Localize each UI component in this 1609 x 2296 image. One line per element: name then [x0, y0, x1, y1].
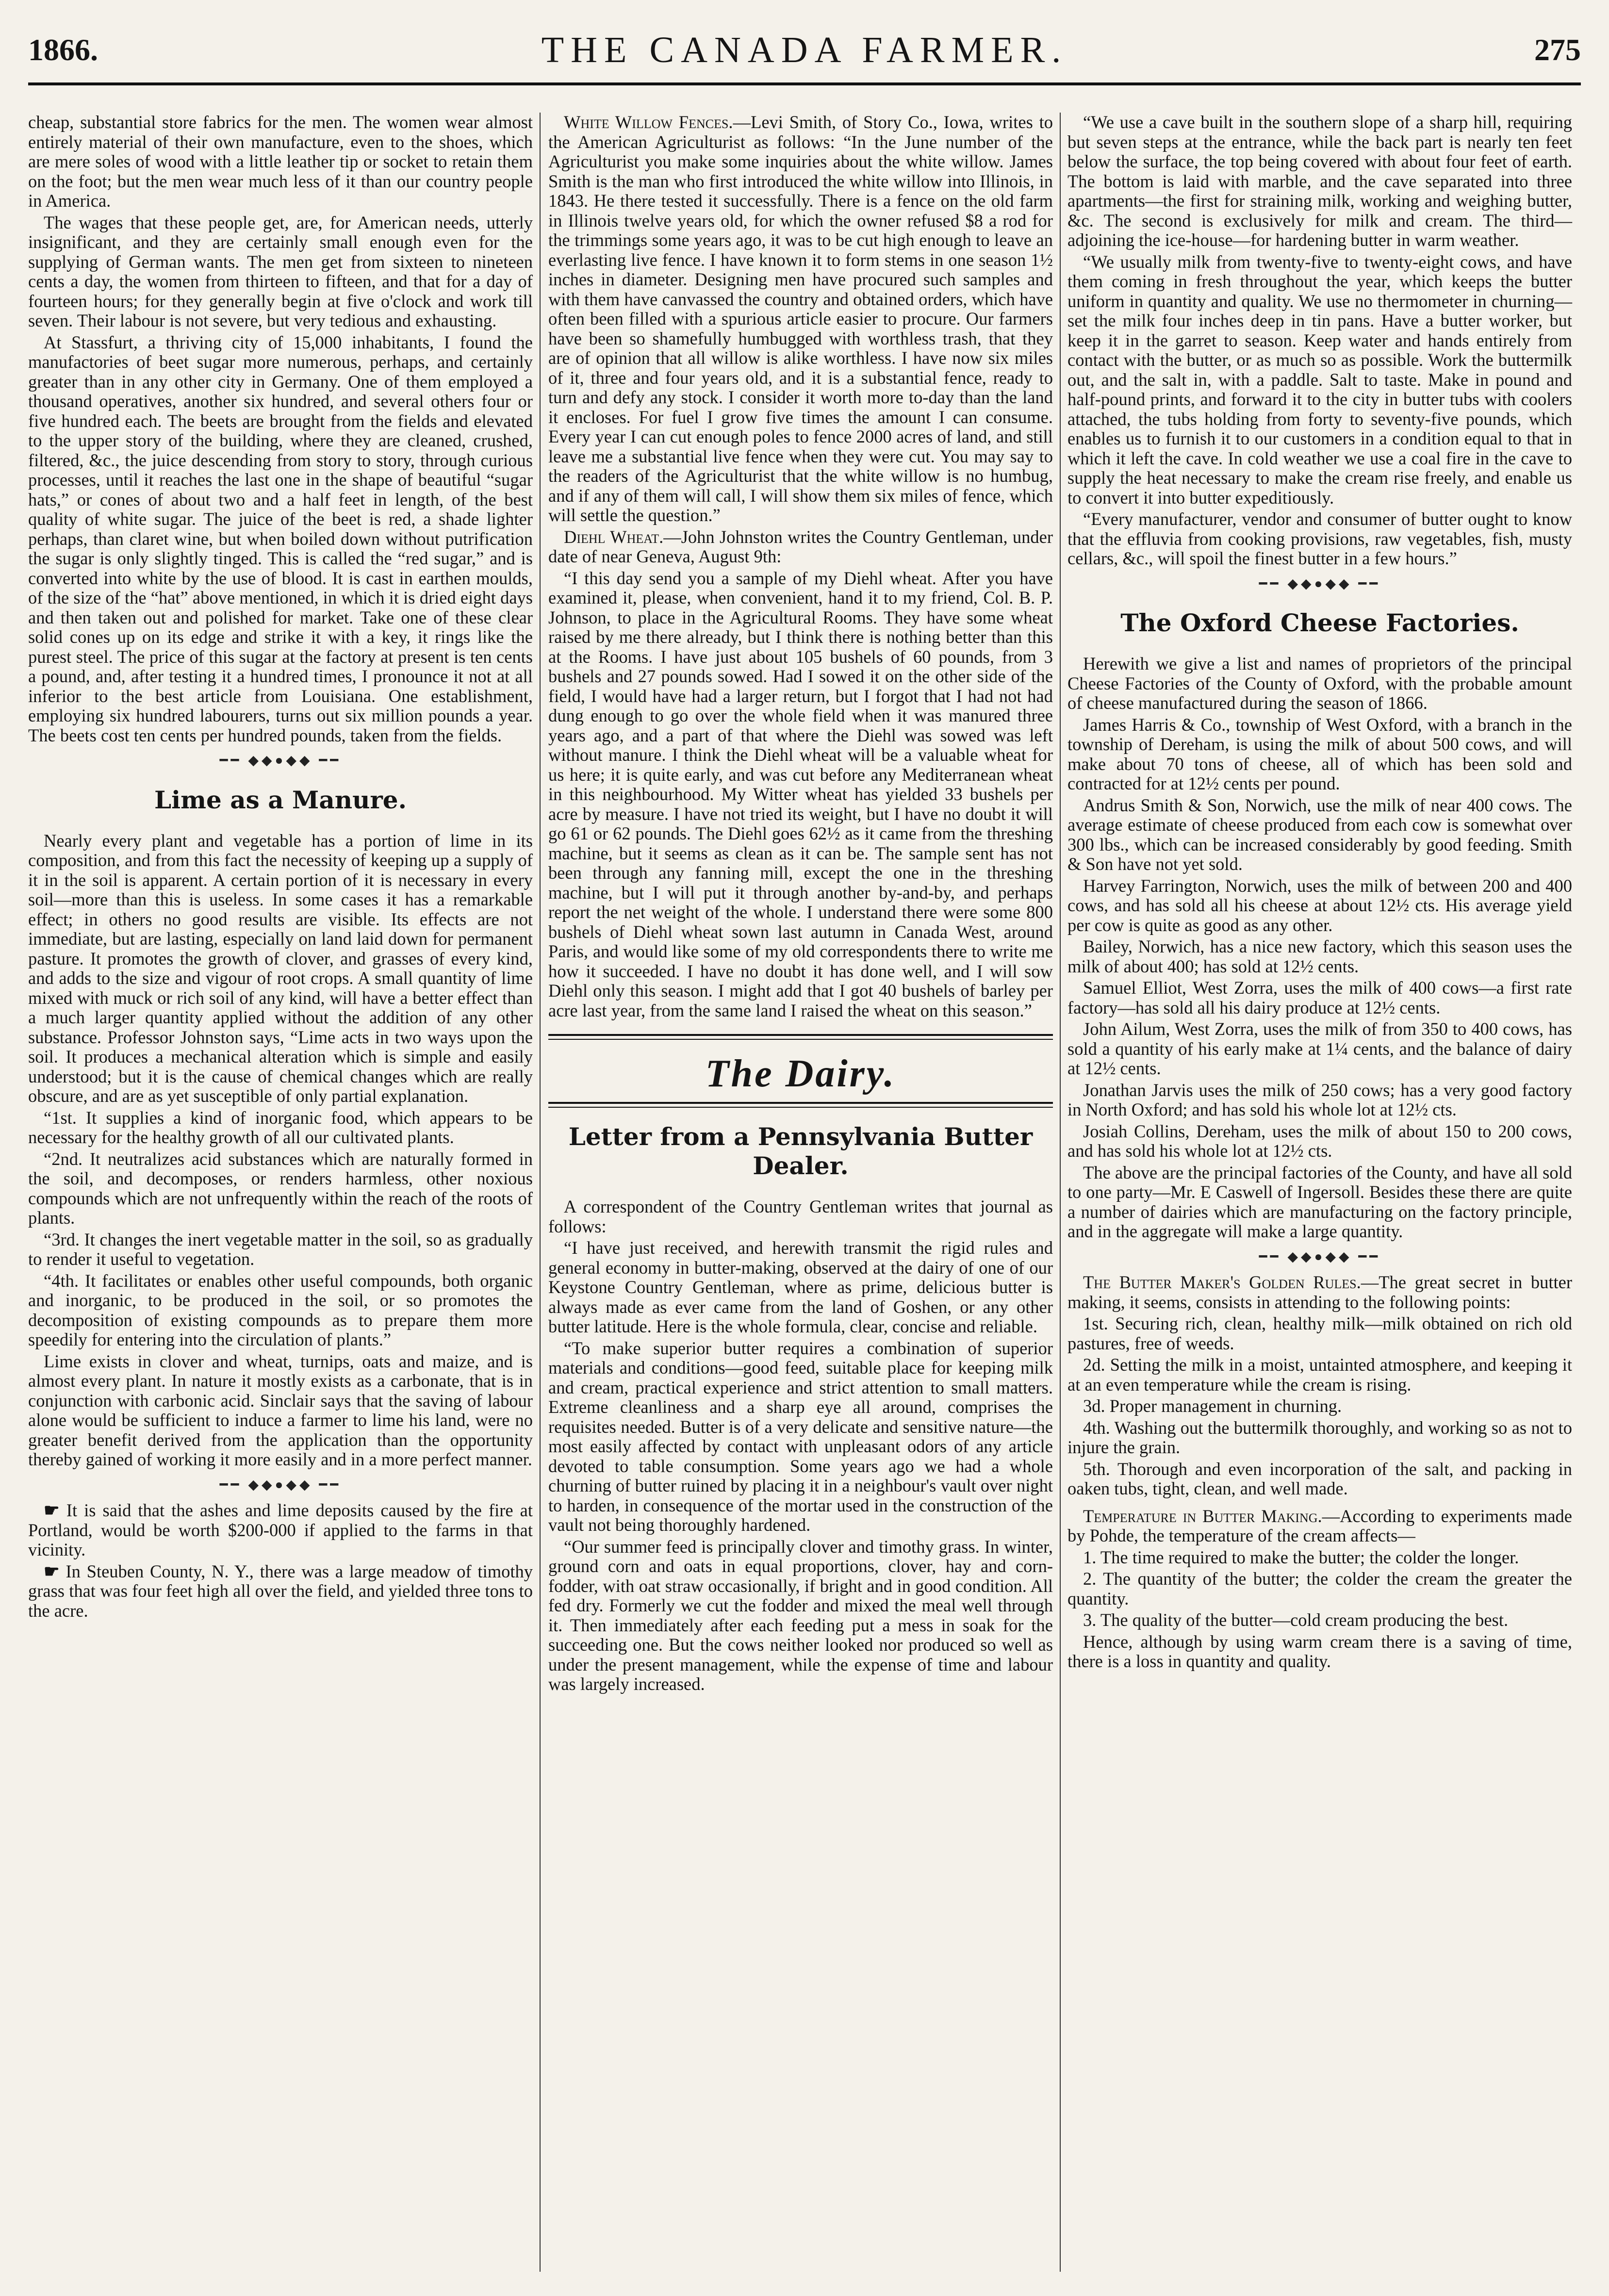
- item-lead-rules: The Butter Maker's Golden Rules.: [1083, 1272, 1361, 1292]
- paragraph: Jonathan Jarvis uses the milk of 250 cows; has a very good factory in North Oxford; and has sold his whole lot at 12½ cts.: [1067, 1080, 1572, 1119]
- paragraph: John Ailum, West Zorra, uses the milk of from 350 to 400 cows, has sold a quantity of his early make at 1¼ cents, and the balance of dairy at 12½ cents.: [1067, 1019, 1572, 1078]
- column-divider-2: [1060, 113, 1061, 2272]
- paragraph: “To make superior butter requires a combination of superior materials and conditions—good feed, suitable place for keeping milk and cream, practical experience and strict attention to small matters. Extreme cleanliness and a sharp eye all around, comprises the requisites needed. Butter is of a very delicate and sensitive nature—the most easily affected by contact with unpleasant odors of any article devoted to table consumption. Some years ago we had a whole churning of butter ruined by placing it in a neighbour's vault over night to harden, in consequence of the mortar used in the construction of the vault not being thoroughly hardened.: [548, 1338, 1053, 1535]
- paragraph: “We usually milk from twenty-five to twenty-eight cows, and have them coming in fresh throughout the year, which keeps the butter uniform in quantity and quality. We use no thermometer in churning—set the milk four inches deep in tin pans. Have a butter worker, but keep it in the garret to season. Keep water and hands entirely from contact with the butter, or as much so as possible. Work the buttermilk out, and the salt in, with a paddle. Salt to taste. Make in pound and half-pound prints, and forward it to the city in butter tubs with coolers attached, the tubs holding from forty to seventy-five pounds, which enables us to furnish it to our customers in a condition equal to that in which it left the cave. In cold weather we use a coal fire in the cave to supply the heat necessary to make the cream rise freely, and enable us to convert it into butter expeditiously.: [1067, 251, 1572, 508]
- newspaper-title: THE CANADA FARMER.: [541, 30, 1068, 70]
- paragraph: Lime exists in clover and wheat, turnips, oats and maize, and is almost every plant. In nature it mostly exists as a carbonate, that is in conjunction with carbonic acid. Sinclair says that the saving of labour alone would be sufficient to induce a farmer to lime his land, were no greater benefit derived from the application than the opportunity thereby gained of working it more easily and in a more perfect manner.: [28, 1351, 533, 1469]
- rule-item: 1st. Securing rich, clean, healthy milk—milk obtained on rich old pastures, free of weeds.: [1067, 1313, 1572, 1353]
- paragraph: —According to experiments made by Pohde, the temperature of the cream affects—: [1067, 1506, 1572, 1545]
- article-heading-oxford: The Oxford Cheese Factories.: [1120, 608, 1519, 637]
- paragraph: “1st. It supplies a kind of inorganic food, which appears to be necessary for the healthy growth of all our cultivated plants.: [28, 1107, 533, 1147]
- paragraph: Nearly every plant and vegetable has a portion of lime in its composition, and from this fact the necessity of keeping up a supply of it in the soil is apparent. A certain portion of it is necessary in every soil—more than this is useless. In some cases it has a remarkable effect; in others no good results are visible. Its effects are not immediate, but are lasting, especially on land laid down for permanent pasture. It promotes the growth of clover, and grasses of every kind, and adds to the size and vigour of root crops. A small quantity of lime mixed with muck or rich soil of any kind, will have a better effect than a much larger quantity applied without the addition of any other substance. Professor Johnston says, “Lime acts in two ways upon the soil. It produces a mechanical alteration which is simple and easily understood; but it is the cause of chemical changes which are really obscure, and are as yet susceptible of only partial explanation.: [28, 830, 533, 1106]
- column-left: [28, 113, 533, 1623]
- paragraph: “We use a cave built in the southern slope of a sharp hill, requiring but seven steps at the entrance, while the back part is nearly ten feet below the surface, the top being covered with about four feet of earth. The bottom is laid with marble, and the cave separated into three apartments—the first for straining milk, working and weighing butter, &c. The second is exclusively for milk and cream. The third—adjoining the ice-house—for hardening butter in warm weather.: [1067, 112, 1572, 250]
- paragraph: A correspondent of the Country Gentleman writes that journal as follows:: [548, 1197, 1053, 1236]
- paragraph: “3rd. It changes the inert vegetable matter in the soil, so as gradually to render it useful to vegetation.: [28, 1229, 533, 1269]
- paragraph: The above are the principal factories of the County, and have all sold to one party—Mr. E Caswell of Ingersoll. Besides these there are quite a number of dairies which are manufacturing on the factory principle, and in the aggregate will make a large quantity.: [1067, 1162, 1572, 1241]
- paragraph: Harvey Farrington, Norwich, uses the milk of between 200 and 400 cows, and has sold all his cheese at about 12½ cts. His average yield per cow is quite as good as any other.: [1067, 875, 1572, 935]
- ornament-divider: ━━ ◆◆●◆◆ ━━: [1259, 576, 1381, 591]
- paragraph: “Our summer feed is principally clover and timothy grass. In winter, ground corn and oats in equal proportions, clover, hay and corn-fodder, with oat straw occasionally, if bright and in good condition. All fed dry. Formerly we cut the fodder and mixed the meal well through it. Then immediately after each feeding put a mess in soak for the succeeding one. But the cows neither looked nor produced so well as under the present management, while the expense of time and labour was largely increased.: [548, 1536, 1053, 1694]
- column-divider-1: [540, 113, 541, 2272]
- news-note: In Steuben County, N. Y., there was a large meadow of timothy grass that was four feet high all over the field, and yielded three tons to the acre.: [28, 1561, 533, 1621]
- paragraph: —Levi Smith, of Story Co., Iowa, writes to the American Agriculturist as follows: “In the June number of the Agriculturist you make some inquiries about the white willow. James Smith is the man who first introduced the white willow into Illinois, in 1843. He there tested it successfully. There is a fence on the old farm in Illinois twelve years old, for which the owner refused $8 a rod for the trimmings some years ago, it was to be cut high enough to leave an everlasting live fence. I have known it to form stems in one season 1½ inches in diameter. Designing men have procured such samples and with them have canvassed the country and obtained orders, which have often been filled with a spurious article easier to procure. Our farmers have been so shamefully humbugged with worthless trash, that they are of opinion that all willow is alike worthless. I have now six miles of it, three and four years old, and it is a substantial fence, ready to turn and defy any stock. I consider it worth more to-day than the land it encloses. For fuel I grow five times the amount I can consume. Every year I can cut enough poles to fence 2000 acres of land, and still leave me a substantial live fence when they were cut. You may say to the readers of the Agriculturist that the white willow is no humbug, and if any of them will call, I will show them six miles of fence, which will settle the question.”: [548, 112, 1053, 525]
- paragraph: At Stassfurt, a thriving city of 15,000 inhabitants, I found the manufactories of beet sugar more numerous, perhaps, and certainly greater than in any other city in Germany. One of them employed a thousand operatives, another six hundred, and several others four or five hundred each. The beets are brought from the fields and elevated to the upper story of the building, where they are cleaned, crushed, filtered, &c., the juice descending from story to story, through curious processes, until it reaches the last one in the shape of beautiful “sugar hats,” or cones of about two and a half feet in length, of the best quality of white sugar. The juice of the beet is red, a shade lighter perhaps, than claret wine, but when boiled down without putrification the sugar is only slightly tinged. This is called the “red sugar,” and is converted into white by the use of blood. It is cast in earthen moulds, of the size of the “hat” above mentioned, in which it is dried eight days and then taken out and polished for market. Take one of these clear solid cones up on its edge and strike it with a key, it rings like the purest steel. The price of this sugar at the factory at present is ten cents a pound, and, after testing it a hundred times, I pronounce it not at all inferior to the best article from Louisiana. One establishment, employing six hundred labourers, turns out six million pounds a year. The beets cost ten cents per hundred pounds, taken from the fields.: [28, 332, 533, 745]
- item-lead-temperature: Temperature in Butter Making.: [1083, 1506, 1322, 1526]
- section-heading-dairy: The Dairy.: [705, 1052, 896, 1095]
- column-middle: [548, 113, 1053, 1696]
- paragraph: Herewith we give a list and names of proprietors of the principal Cheese Factories of the County of Oxford, with the probable amount of cheese manufactured during the season of 1866.: [1067, 654, 1572, 713]
- ornament-divider: ━━ ◆◆●◆◆ ━━: [1259, 1249, 1381, 1264]
- paragraph: “2nd. It neutralizes acid substances which are naturally formed in the soil, and decomposes, or renders harmless, other noxious compounds which are not unfrequently within the reach of the roots of plants.: [28, 1148, 533, 1228]
- paragraph: cheap, substantial store fabrics for the men. The women wear almost entirely material of their own manufacture, even to the shoes, which are mere soles of wood with a little leather tip or socket to retain them on the foot; but the men wear much less of it than our country people in America.: [28, 112, 533, 211]
- pointing-hand-icon: ☛: [44, 1561, 60, 1581]
- rule-item: 1. The time required to make the butter; the colder the longer.: [1083, 1547, 1519, 1567]
- paragraph: Bailey, Norwich, has a nice new factory, which this season uses the milk of about 400; has sold at 12½ cents.: [1067, 936, 1572, 976]
- rule-item: 3d. Proper management in churning.: [1083, 1396, 1342, 1416]
- paragraph: Josiah Collins, Dereham, uses the milk of about 150 to 200 cows, and has sold his whole lot at 12½ cts.: [1067, 1121, 1572, 1161]
- pointing-hand-icon: ☛: [44, 1500, 60, 1520]
- page-number: 275: [1534, 33, 1581, 67]
- paragraph: The wages that these people get, are, for American needs, utterly insignificant, and they are certainly small enough even for the supplying of German wants. The men get from sixteen to nineteen cents a day, the women from thirteen to fifteen, and that for a day of fourteen hours; for they generally begin at five o'clock and work till seven. Their labour is not severe, but very tedious and exhausting.: [28, 212, 533, 330]
- rule-item: 3. The quality of the butter—cold cream producing the best.: [1083, 1610, 1509, 1630]
- paragraph: “I this day send you a sample of my Diehl wheat. After you have examined it, please, when convenient, hand it to my friend, Col. B. P. Johnson, to place in the Agricultural Rooms. They have some wheat raised by me there already, but I think there is nothing better than this at the Rooms. I have just about 105 bushels of 60 pounds, from 3 bushels and 27 pounds sowed. Had I sowed it on the other side of the field, I would have had a larger return, but I forgot that I had not had dung enough to go over the whole field when it was manured three years ago, and a part of that where the Diehl was sowed was left without manure. I think the Diehl wheat will be a valuable wheat for us here; it is quite early, and was cut before any Mediterranean wheat in this neighbourhood. My Witter wheat has yielded 33 bushels per acre by measure. I have not tried its weight, but I have no doubt it will go 61 or 62 pounds. The Diehl goes 62½ as it came from the threshing machine, but it seems as clean as it can be. The sample sent has not been through any fanning mill, except the one in the threshing machine, but I will put it through another by-and-by, and perhaps report the net weight of the whole. I understand there were some 800 bushels of Diehl wheat sown last autumn in Canada West, around Paris, and would like some of my old correspondents there to write me how it succeeded. I have no doubt it has done well, and I will sow Diehl only this season. I might add that I got 40 bushels of barley per acre last year, from the same land I raised the wheat on this season.”: [548, 568, 1053, 1020]
- ornament-divider: ━━ ◆◆●◆◆ ━━: [219, 1477, 342, 1492]
- article-heading-lime: Lime as a Manure.: [154, 785, 407, 814]
- news-note: It is said that the ashes and lime deposits caused by the fire at Portland, would be worth $200-000 if applied to the farms in that vicinity.: [28, 1500, 533, 1559]
- paragraph: “Every manufacturer, vendor and consumer of butter ought to know that the effluvia from cooking provisions, raw vegetables, fish, musty cellars, &c., will spoil the finest butter in a few hours.”: [1067, 509, 1572, 568]
- column-right: [1067, 113, 1572, 1673]
- paragraph: “I have just received, and herewith transmit the rigid rules and general economy in butter-making, observed at the dairy of one of our Keystone Country Gentleman, where as prime, delicious butter is always made as ever came from the land of Goshen, or any other butter latitude. Here is the whole formula, clear, concise and reliable.: [548, 1238, 1053, 1336]
- paragraph: Hence, although by using warm cream there is a saving of time, there is a loss in quantity and quality.: [1067, 1631, 1572, 1671]
- item-lead-diehl: Diehl Wheat.: [564, 526, 664, 547]
- rule-item: 4th. Washing out the buttermilk thoroughly, and working so as not to injure the grain.: [1067, 1417, 1572, 1457]
- paragraph: “4th. It facilitates or enables other useful compounds, both organic and inorganic, to be produced in the soil, or so promotes the decomposition of existing compounds as to prepare them more speedily for entering into the circulation of plants.”: [28, 1270, 533, 1349]
- rule-item: 5th. Thorough and even incorporation of the salt, and packing in oaken tubs, tight, clean, and well made.: [1067, 1459, 1572, 1498]
- article-heading-letter: Letter from a Pennsylvania Butter Dealer.: [568, 1122, 1033, 1180]
- paragraph: —John Johnston writes the Country Gentleman, under date of near Geneva, August 9th:: [548, 526, 1053, 566]
- paragraph: Andrus Smith & Son, Norwich, use the milk of near 400 cows. The average estimate of cheese produced from each cow is somewhat over 300 lbs., which can be increased considerably by good feeding. Smith & Son have not yet sold.: [1067, 795, 1572, 874]
- issue-year: 1866.: [28, 33, 98, 67]
- section-rule: [548, 1034, 1053, 1040]
- paragraph: Samuel Elliot, West Zorra, uses the milk of 400 cows—a first rate factory—has sold all his dairy produce at 12½ cents.: [1067, 978, 1572, 1017]
- paragraph: —The great secret in butter making, it seems, consists in attending to the following points:: [1067, 1272, 1572, 1312]
- rule-item: 2. The quantity of the butter; the colder the cream the greater the quantity.: [1067, 1569, 1572, 1608]
- section-rule: [548, 1102, 1053, 1108]
- masthead: [28, 29, 1581, 85]
- ornament-divider: ━━ ◆◆●◆◆ ━━: [219, 753, 342, 768]
- paragraph: James Harris & Co., township of West Oxford, with a branch in the township of Dereham, is using the milk of about 500 cows, and will make about 70 tons of cheese, all of which has been sold and contracted for at 12½ cents per pound.: [1067, 714, 1572, 793]
- item-lead-willow: White Willow Fences.: [564, 112, 733, 132]
- rule-item: 2d. Setting the milk in a moist, untainted atmosphere, and keeping it at an even temperature while the cream is rising.: [1067, 1355, 1572, 1394]
